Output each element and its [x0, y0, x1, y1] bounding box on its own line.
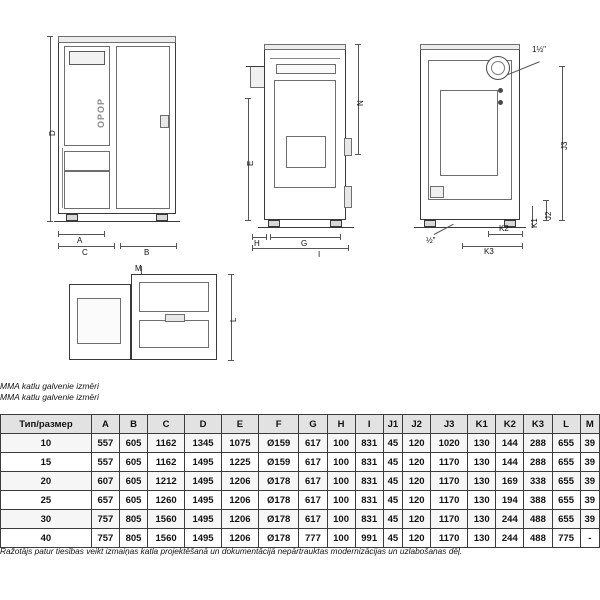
caption-line-2: MMA katlu galvenie izmēri: [0, 392, 99, 402]
cell-M: 39: [580, 510, 599, 529]
cell-I: 831: [355, 491, 383, 510]
cell-A: 657: [91, 491, 119, 510]
cell-B: 605: [119, 434, 147, 453]
col-header-F: F: [258, 415, 298, 434]
cell-E: 1225: [221, 453, 258, 472]
cell-B: 605: [119, 491, 147, 510]
col-header-K1: K1: [468, 415, 496, 434]
cell-G: 617: [299, 510, 327, 529]
col-header-K3: K3: [524, 415, 552, 434]
cell-K1: 130: [468, 434, 496, 453]
cell-M: 39: [580, 472, 599, 491]
cell-type: 30: [1, 510, 92, 529]
cell-E: 1206: [221, 472, 258, 491]
table-row: [1, 491, 600, 510]
cell-J3: 1170: [431, 529, 468, 548]
cell-J2: 120: [403, 529, 431, 548]
cell-A: 757: [91, 510, 119, 529]
cell-B: 605: [119, 472, 147, 491]
cell-B: 805: [119, 510, 147, 529]
cell-H: 100: [327, 472, 355, 491]
cell-C: 1260: [148, 491, 185, 510]
cell-H: 100: [327, 491, 355, 510]
cell-A: 757: [91, 529, 119, 548]
cell-K3: 488: [524, 510, 552, 529]
cell-E: 1206: [221, 491, 258, 510]
cell-J3: 1170: [431, 491, 468, 510]
col-header-C: C: [148, 415, 185, 434]
cell-type: 15: [1, 453, 92, 472]
cell-J1: 45: [383, 434, 402, 453]
col-header-G: G: [299, 415, 327, 434]
cell-I: 991: [355, 529, 383, 548]
col-header-D: D: [185, 415, 222, 434]
cell-type: 25: [1, 491, 92, 510]
dim-label-I: I: [318, 250, 321, 259]
caption-line-1: MMA katlu galvenie izmēri: [0, 381, 99, 391]
cell-K2: 144: [496, 434, 524, 453]
cell-C: 1560: [148, 529, 185, 548]
cell-J1: 45: [383, 472, 402, 491]
cell-type: 40: [1, 529, 92, 548]
cell-K2: 169: [496, 472, 524, 491]
cell-J2: 120: [403, 434, 431, 453]
side-view: [230, 18, 390, 259]
cell-A: 557: [91, 434, 119, 453]
cell-K1: 130: [468, 472, 496, 491]
cell-F: Ø178: [258, 529, 298, 548]
cell-G: 777: [299, 529, 327, 548]
cell-J2: 120: [403, 510, 431, 529]
cell-A: 607: [91, 472, 119, 491]
cell-I: 831: [355, 472, 383, 491]
dim-label-K3: K3: [484, 247, 494, 256]
dim-label-J3: J3: [560, 141, 569, 150]
cell-L: 655: [552, 472, 580, 491]
col-header-E: E: [221, 415, 258, 434]
dimensions-table-wrap: [0, 414, 600, 548]
dim-label-H: H: [254, 239, 260, 248]
dim-label-E: E: [246, 160, 255, 166]
cell-H: 100: [327, 510, 355, 529]
cell-M: 39: [580, 453, 599, 472]
cell-D: 1495: [185, 472, 222, 491]
table-row: [1, 472, 600, 491]
dim-label-D: D: [48, 130, 57, 136]
cell-B: 805: [119, 529, 147, 548]
dim-label-M: M: [135, 264, 142, 273]
cell-D: 1345: [185, 434, 222, 453]
cell-C: 1162: [148, 453, 185, 472]
cell-F: Ø159: [258, 453, 298, 472]
cell-F: Ø159: [258, 434, 298, 453]
cell-B: 605: [119, 453, 147, 472]
col-header-B: B: [119, 415, 147, 434]
dim-label-K2: K2: [499, 224, 509, 233]
table-row: [1, 434, 600, 453]
cell-J2: 120: [403, 453, 431, 472]
cell-L: 655: [552, 491, 580, 510]
table-row: [1, 453, 600, 472]
col-header-type: Тип/размер: [1, 415, 92, 434]
cell-K2: 144: [496, 453, 524, 472]
cell-F: Ø178: [258, 491, 298, 510]
dim-label-L: L: [229, 317, 238, 322]
cell-E: 1206: [221, 529, 258, 548]
cell-K1: 130: [468, 453, 496, 472]
dim-label-K1: K1: [530, 218, 539, 228]
cell-F: Ø178: [258, 510, 298, 529]
cell-K3: 288: [524, 453, 552, 472]
front-view: OPOP D A C B: [40, 18, 220, 248]
cell-D: 1495: [185, 510, 222, 529]
cell-J1: 45: [383, 529, 402, 548]
cell-H: 100: [327, 453, 355, 472]
cell-J1: 45: [383, 510, 402, 529]
cell-J3: 1170: [431, 510, 468, 529]
cell-D: 1495: [185, 491, 222, 510]
col-header-J2: J2: [403, 415, 431, 434]
caption-block: [0, 381, 300, 403]
cell-M: -: [580, 529, 599, 548]
cell-K3: 338: [524, 472, 552, 491]
dim-label-1-2: ½": [426, 236, 436, 245]
footnote-text: Ražotājs patur tiesības veikt izmaiņas katla projektēšanā un dokumentācijā nepārtrauktas modernizācijas un uzlabošanas dēļ.: [0, 546, 463, 556]
cell-K1: 130: [468, 529, 496, 548]
cell-type: 20: [1, 472, 92, 491]
dim-label-B: B: [144, 248, 150, 257]
table-row: [1, 529, 600, 548]
dim-label-N: N: [356, 100, 365, 106]
col-header-K2: K2: [496, 415, 524, 434]
cell-K2: 244: [496, 510, 524, 529]
cell-H: 100: [327, 529, 355, 548]
cell-M: 39: [580, 491, 599, 510]
table-header-row: [1, 415, 600, 434]
col-header-J1: J1: [383, 415, 402, 434]
cell-E: 1075: [221, 434, 258, 453]
cell-C: 1560: [148, 510, 185, 529]
dim-label-G: G: [301, 239, 308, 248]
cell-D: 1495: [185, 529, 222, 548]
cell-type: 10: [1, 434, 92, 453]
cell-E: 1206: [221, 510, 258, 529]
dim-label-C: C: [82, 248, 88, 257]
cell-K1: 130: [468, 491, 496, 510]
cell-L: 775: [552, 529, 580, 548]
cell-C: 1212: [148, 472, 185, 491]
table-row: [1, 510, 600, 529]
cell-K3: 488: [524, 529, 552, 548]
cell-H: 100: [327, 434, 355, 453]
cell-A: 557: [91, 453, 119, 472]
col-header-H: H: [327, 415, 355, 434]
dim-label-1-1-2: 1½": [532, 45, 546, 54]
dimensions-table: [0, 414, 600, 548]
cell-K3: 288: [524, 434, 552, 453]
cell-I: 831: [355, 510, 383, 529]
cell-G: 617: [299, 472, 327, 491]
cell-J3: 1020: [431, 434, 468, 453]
dim-label-A: A: [77, 236, 83, 245]
technical-drawings: [0, 18, 600, 378]
dim-label-J2: J2: [544, 211, 553, 220]
cell-J3: 1170: [431, 472, 468, 491]
cell-F: Ø178: [258, 472, 298, 491]
cell-K3: 388: [524, 491, 552, 510]
cell-D: 1495: [185, 453, 222, 472]
cell-J3: 1170: [431, 453, 468, 472]
col-header-I: I: [355, 415, 383, 434]
cell-J1: 45: [383, 453, 402, 472]
top-view: [55, 266, 255, 378]
cell-I: 831: [355, 453, 383, 472]
cell-C: 1162: [148, 434, 185, 453]
cell-L: 655: [552, 453, 580, 472]
cell-G: 617: [299, 434, 327, 453]
col-header-M: M: [580, 415, 599, 434]
cell-L: 655: [552, 434, 580, 453]
cell-G: 617: [299, 491, 327, 510]
cell-G: 617: [299, 453, 327, 472]
cell-J1: 45: [383, 491, 402, 510]
col-header-L: L: [552, 415, 580, 434]
cell-K2: 194: [496, 491, 524, 510]
col-header-J3: J3: [431, 415, 468, 434]
cell-J2: 120: [403, 472, 431, 491]
rear-view: [400, 18, 590, 258]
col-header-A: A: [91, 415, 119, 434]
cell-J2: 120: [403, 491, 431, 510]
cell-K1: 130: [468, 510, 496, 529]
cell-I: 831: [355, 434, 383, 453]
cell-K2: 244: [496, 529, 524, 548]
cell-L: 655: [552, 510, 580, 529]
cell-M: 39: [580, 434, 599, 453]
